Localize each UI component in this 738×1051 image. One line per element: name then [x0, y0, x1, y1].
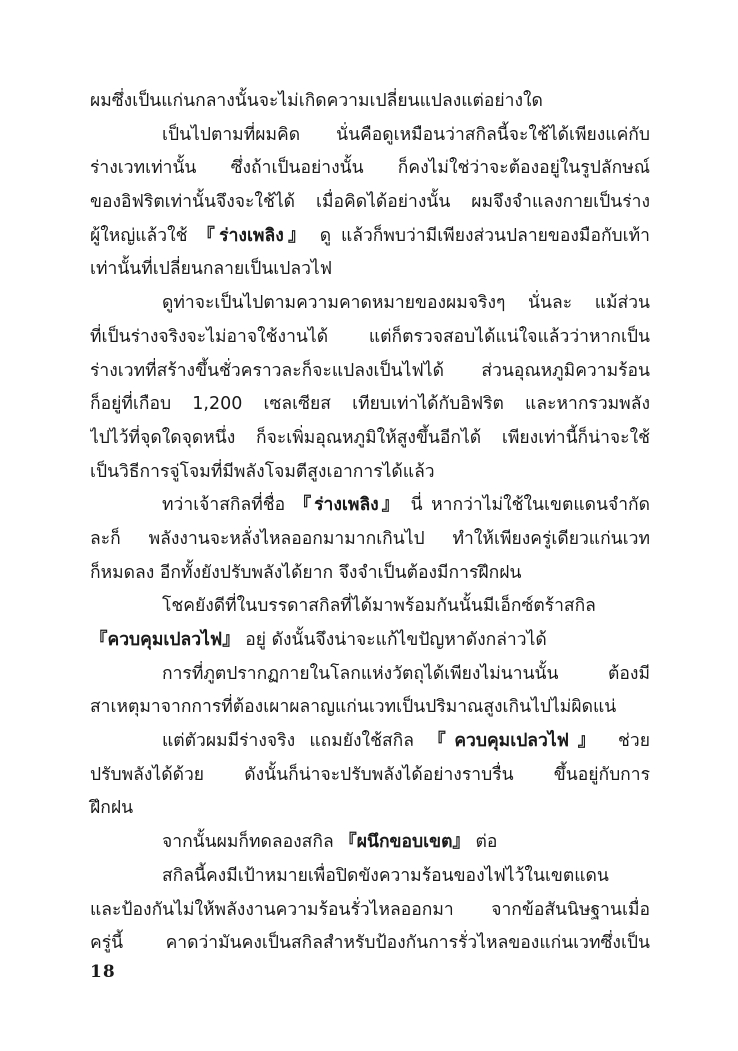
text-segment: โชคยังดีที่ในบรรดาสกิลที่ได้มาพร้อมกันนั้นมีเอ็กซ์ตร้าสกิล	[162, 596, 596, 617]
text-segment: การที่ภูตปรากฏกายในโลกแห่งวัตถุได้เพียงไม่นานนั้น ต้องมี	[162, 663, 650, 684]
text-line	[90, 85, 650, 119]
text-segment: ผมซึ่งเป็นแก่นกลางนั้นจะไม่เกิดความเปลี่ยนแปลงแต่อย่างใด	[90, 91, 543, 111]
text-segment: นี่ หากว่าไม่ใช้ในเขตแดนจำกัด	[402, 495, 650, 516]
text-line	[90, 253, 650, 287]
text-segment: เป็นวิธีการจู่โจมที่มีพลังโจมตีสูงเอาการได้แล้ว	[90, 461, 435, 482]
text-line	[90, 759, 650, 793]
text-segment: ก็หมดลง อีกทั้งยังปรับพลังได้ยาก จึงจำเป็นต้องมีการฝึกฝน	[90, 562, 522, 583]
text-segment: ก็อยู่ที่เกือบ 1,200 เซลเซียส เทียบเท่าได้กับอิฟริต และหากรวมพลัง	[90, 394, 650, 415]
text-line	[90, 186, 650, 220]
text-segment: ครู่นี้ คาดว่ามันคงเป็นสกิลสำหรับป้องกันการรั่วไหลของแก่นเวทซึ่งเป็น	[90, 933, 650, 954]
text-line	[90, 792, 650, 826]
text-segment: ฝึกฝน	[90, 798, 134, 819]
skill-name: 『ผนึกขอบเขต』	[339, 832, 470, 853]
text-line	[90, 927, 650, 961]
text-line	[90, 590, 650, 624]
text-line	[90, 388, 650, 422]
text-segment: ของอิฟริตเท่านั้นจึงจะใช้ได้ เมื่อคิดได้อย่างนั้น ผมจึงจำแลงกายเป็นร่าง	[90, 192, 650, 213]
text-line	[90, 355, 650, 389]
text-segment: สกิลนี้คงมีเป้าหมายเพื่อปิดขังความร้อนของไฟไว้ในเขตแดน	[162, 865, 609, 886]
skill-name: 『ร่างเพลิง』	[293, 495, 403, 516]
text-segment: ผู้ใหญ่แล้วใช้	[90, 225, 198, 246]
text-segment: ร่างเวทที่สร้างขึ้นชั่วคราวละก็จะแปลงเป็นไฟได้ ส่วนอุณหภูมิความร้อน	[90, 360, 650, 381]
text-line	[90, 152, 650, 186]
text-line	[90, 287, 650, 321]
text-line	[90, 725, 650, 759]
text-line	[90, 489, 650, 523]
text-line	[90, 456, 650, 490]
text-segment: ต่อ	[469, 832, 498, 853]
text-line	[90, 523, 650, 557]
skill-name: 『ควบคุมเปลวไฟ』	[90, 630, 240, 650]
text-segment: จากนั้นผมก็ทดลองสกิล	[162, 832, 340, 853]
text-segment: ร่างเวทเท่านั้น ซึ่งถ้าเป็นอย่างนั้น ก็คงไม่ใช่ว่าจะต้องอยู่ในรูปลักษณ์	[90, 158, 650, 179]
text-segment: ดู แล้วก็พบว่ามีเพียงส่วนปลายของมือกับเท้า	[309, 225, 650, 246]
text-segment: ละก็ พลังงานจะหลั่งไหลออกมามากเกินไป ทำให้เพียงครู่เดียวแก่นเวท	[90, 528, 650, 549]
text-line	[90, 220, 650, 254]
page-body	[90, 85, 650, 961]
text-line	[90, 557, 650, 591]
text-line	[90, 119, 650, 153]
text-segment: อยู่ ดังนั้นจึงน่าจะแก้ไขปัญหาดังกล่าวได้	[239, 630, 547, 650]
text-line	[90, 422, 650, 456]
text-segment: เท่านั้นที่เปลี่ยนกลายเป็นเปลวไฟ	[90, 259, 333, 280]
text-line	[90, 321, 650, 355]
text-segment: ทว่าเจ้าสกิลที่ชื่อ	[162, 495, 294, 516]
skill-name: 『ร่างเพลิง』	[197, 225, 310, 246]
text-segment: ไปไว้ที่จุดใดจุดหนึ่ง ก็จะเพิ่มอุณหภูมิให้สูงขึ้นอีกได้ เพียงเท่านี้ก็น่าจะใช้	[90, 427, 650, 448]
skill-name: 『ควบคุมเปลวไฟ』	[428, 731, 604, 752]
text-line	[90, 860, 650, 894]
page-number: 18	[90, 962, 116, 982]
text-segment: ดูท่าจะเป็นไปตามความคาดหมายของผมจริงๆ นั่นละ แม้ส่วน	[162, 293, 650, 314]
text-line	[90, 691, 650, 725]
text-segment: ปรับพลังได้ด้วย ดังนั้นก็น่าจะปรับพลังได้อย่างราบรื่น ขึ้นอยู่กับการ	[90, 764, 650, 785]
text-line	[90, 658, 650, 692]
text-segment: ช่วย	[603, 731, 650, 752]
text-line	[90, 624, 650, 658]
text-segment: แต่ตัวผมมีร่างจริง แถมยังใช้สกิล	[162, 731, 429, 752]
text-segment: สาเหตุมาจากการที่ต้องเผาผลาญแก่นเวทเป็นปริมาณสูงเกินไปไม่ผิดแน่	[90, 697, 617, 718]
text-segment: และป้องกันไม่ให้พลังงานความร้อนรั่วไหลออกมา จากข้อสันนิษฐานเมื่อ	[90, 899, 650, 920]
text-line	[90, 826, 650, 860]
text-segment: ที่เป็นร่างจริงจะไม่อาจใช้งานได้ แต่ก็ตรวจสอบได้แน่ใจแล้วว่าหากเป็น	[90, 326, 650, 347]
text-segment: เป็นไปตามที่ผมคิด นั่นคือดูเหมือนว่าสกิลนี้จะใช้ได้เพียงแค่กับ	[162, 124, 650, 145]
text-line	[90, 894, 650, 928]
